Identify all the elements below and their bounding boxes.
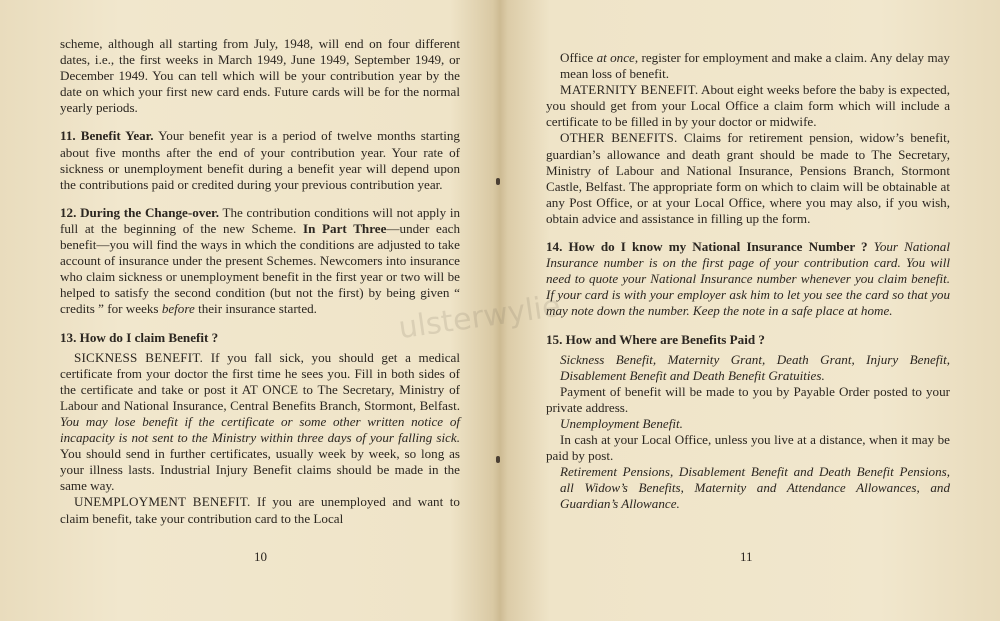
s15-list-3-text: Retirement Pensions, Disablement Benefit and Death Benefit Pensions, all Widow’s Benefits, Maternity and Attendance Allowances, and Guardian’s Allowance. (560, 464, 950, 512)
section-14 (546, 239, 950, 319)
cont-a: Office (560, 50, 594, 65)
s15-list-1 (546, 352, 950, 384)
section-12-text-c: their insurance started. (198, 301, 317, 317)
sickness-benefit (60, 350, 460, 495)
sickness-text-a: If you fall sick, you should get a medical certificate from your doctor the first time he sees you. Fill in both sides of the certificate and take or post it AT ONCE to The Secretary, Ministry of Labour and National Insurance, Central Benefits Branch, Stormont, Belfast. (60, 349, 460, 413)
section-13-heading-text: 13. How do I claim Benefit ? (60, 329, 219, 345)
unemployment-label: UNEMPLOYMENT BENEFIT. (74, 494, 251, 510)
section-11-text: Your benefit year is a period of twelve months starting about five months after the end of your contribution year. Your rate of sickness or unemployment benefit during a benefit year will depend upon the contributions paid or credited during your previous contribution year. (60, 128, 460, 192)
page-number-left: 10 (254, 549, 267, 564)
section-12 (60, 205, 460, 318)
maternity-text: About eight weeks before the baby is expected, you should get from your Local Office a claim form which will include a certificate to be filled in by your doctor or midwife. (546, 82, 950, 130)
section-15-heading (546, 332, 950, 348)
staple-bottom (496, 456, 500, 463)
section-13-heading (60, 330, 460, 346)
unemployment-text: If you are unemployed and want to claim benefit, take your contribution card to the Local (60, 494, 460, 526)
other-text: Claims for retirement pension, widow’s benefit, guardian’s allowance and death grant should be made to The Secretary, Ministry of Labour and National Insurance, Pensions Branch, Stormont Castle, Belfast. The appropriate form on which to claim will be obtainable at any Post Office, or at your Local Office, where you may also, if you wish, obtain advice and assistance in filling up the form. (546, 130, 950, 226)
continuation (546, 50, 950, 82)
sickness-italic: You may lose benefit if the certificate or some other written notice of incapacity is not sent to the Ministry within three days of your falling sick. (60, 413, 460, 446)
other-label: OTHER BENEFITS. (560, 130, 678, 146)
maternity-label: MATERNITY BENEFIT. (560, 82, 699, 98)
section-11 (60, 128, 460, 192)
maternity-benefit (546, 82, 950, 130)
part-three: In Part Three (302, 220, 387, 236)
s15-list-2 (546, 416, 950, 432)
unemployment-benefit (60, 494, 460, 526)
page-number-right: 11 (740, 549, 753, 564)
section-14-text: Your National Insurance number is on the first page of your contribution card. You will need to quote your National Insurance number whenever you claim benefit. If your card is with your employer ask him to let you see the card so that you may note down the number. Keep the note in a safe place at home. (546, 239, 950, 319)
section-15-heading-text: 15. How and Where are Benefits Paid ? (546, 331, 765, 347)
intro-paragraph: scheme, although all starting from July, 1948, will end on four different dates, i.e., the first weeks in March 1949, June 1949, September 1949, or December 1949. You can tell which will be your contribution year by the date on which your first new card ends. Future cards will be for the normal yearly periods. (60, 36, 460, 116)
section-12-before: before (161, 301, 195, 317)
sickness-text-b: You should send in further certificates, usually week by week, so long as your illness lasts. Industrial Injury Benefit claims should be made in the same way. (60, 446, 460, 494)
section-12-text-b: —under each benefit—you will find the ways in which the conditions are adjusted to take account of insurance under the present Schemes. Newcomers into insurance who claim sickness or unemployment benefit in the first year or two will be helped to satisfy the second condition (but not the first) by being given “ credits ” for weeks (60, 220, 460, 317)
s15-list-2-text: Unemployment Benefit. (560, 415, 683, 431)
s15-list-3 (546, 464, 950, 512)
s15-text-2: In cash at your Local Office, unless you live at a distance, when it may be paid by post. (546, 432, 950, 464)
other-benefits (546, 130, 950, 227)
section-14-heading: 14. How do I know my National Insurance Number ? (546, 239, 868, 255)
sickness-label: SICKNESS BENEFIT. (74, 349, 204, 365)
section-12-heading: 12. During the Change-over. (60, 204, 220, 220)
section-11-heading: 11. Benefit Year. (60, 128, 154, 144)
right-page (546, 50, 950, 513)
staple-top (496, 178, 500, 185)
cont-italic: at once (596, 50, 635, 65)
s15-list-1-text: Sickness Benefit, Maternity Grant, Death Grant, Injury Benefit, Disablement Benefit and Death Benefit Gratuities. (560, 351, 950, 383)
s15-text-1: Payment of benefit will be made to you by Payable Order posted to your private address. (546, 383, 950, 415)
section-12-text-a: The contribution conditions will not apply in full at the beginning of the new Scheme. (60, 204, 461, 236)
cont-b: , register for employment and make a claim. Any delay may mean loss of benefit. (560, 50, 950, 82)
watermark: ulsterwylie (396, 288, 563, 347)
left-page (60, 36, 460, 527)
